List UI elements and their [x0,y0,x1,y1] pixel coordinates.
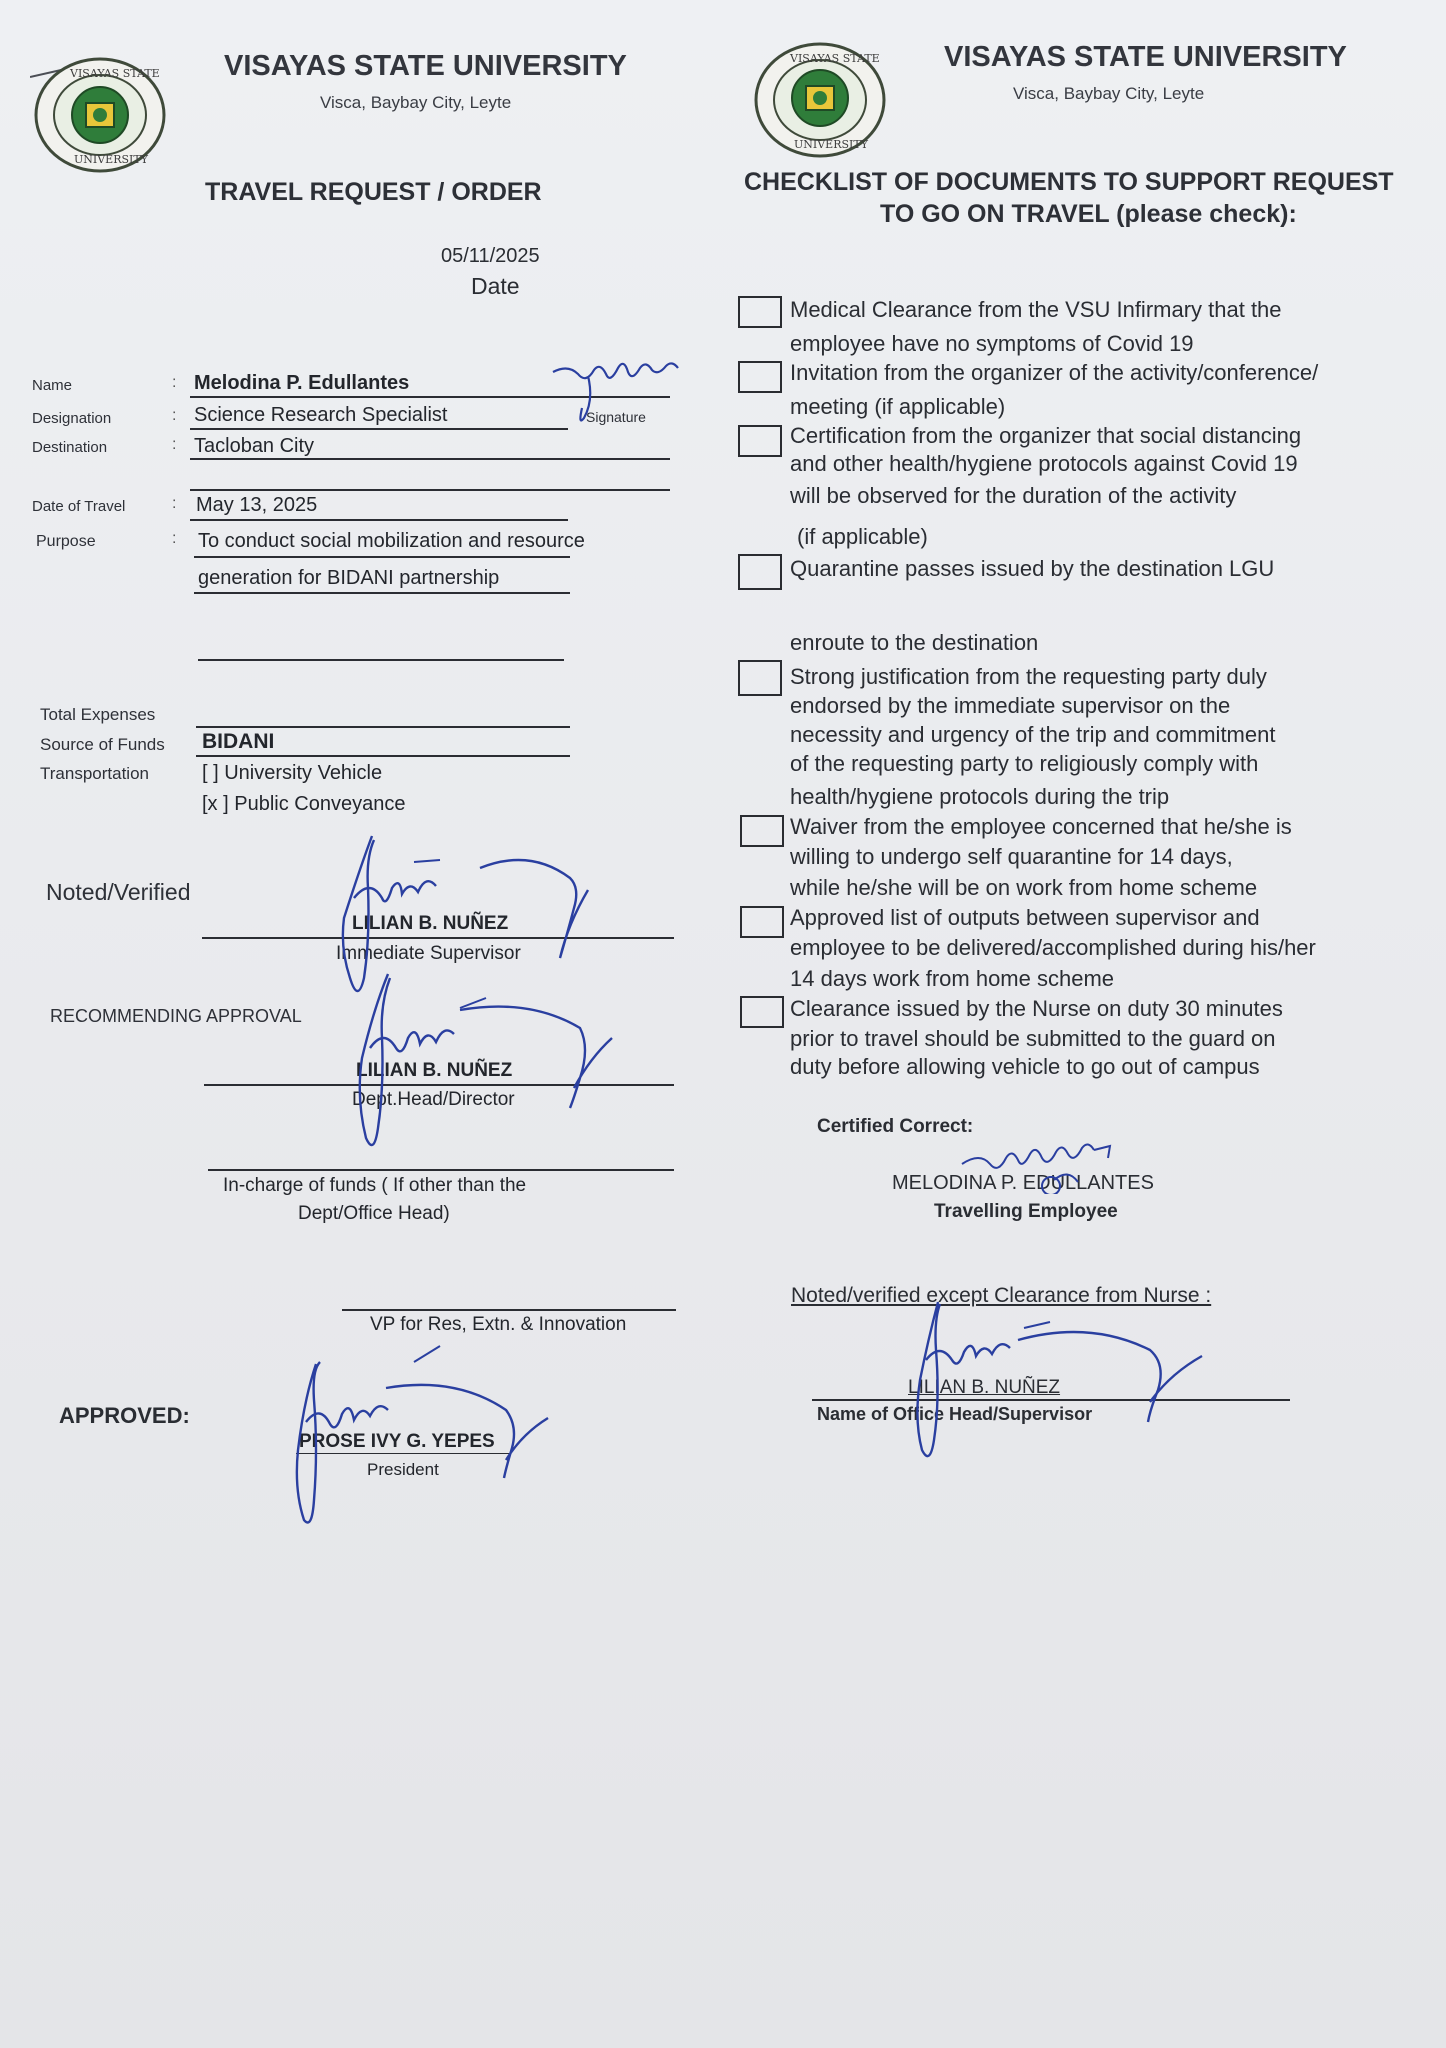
university-name-right: VISAYAS STATE UNIVERSITY [944,41,1347,73]
item-justification-5: health/hygiene protocols during the trip [790,784,1170,809]
date-value: 05/11/2025 [441,245,540,267]
date-of-travel-label: Date of Travel [32,498,126,515]
university-address-left: Visca, Baybay City, Leyte [320,93,512,112]
designation-value: Science Research Specialist [194,404,448,426]
signature-label: Signature [586,409,646,425]
checkbox-strong-justification[interactable] [738,660,782,696]
svg-text:VISAYAS STATE: VISAYAS STATE [790,52,880,65]
vsu-seal-right [752,40,888,160]
source-of-funds-value: BIDANI [202,730,275,753]
item-certification-2: and other health/hygiene protocols against Covid 19 [790,451,1298,476]
name-value: Melodina P. Edullantes [194,372,410,394]
item-outputs-3: 14 days work from home scheme [790,966,1115,991]
certified-name: MELODINA P. EDULLANTES [892,1172,1154,1194]
item-justification-4: of the requesting party to religiously comply with [790,751,1259,776]
purpose-label: Purpose [36,533,96,550]
item-medical-clearance-2: employee have no symptoms of Covid 19 [790,331,1194,356]
item-outputs-1: Approved list of outputs between supervisor and [790,905,1260,930]
svg-text:UNIVERSITY: UNIVERSITY [74,153,148,166]
item-invitation-1: Invitation from the organizer of the activity/conference/ [790,360,1319,385]
transportation-label: Transportation [40,764,149,783]
checkbox-nurse-clearance[interactable] [740,996,784,1028]
destination-value: Tacloban City [194,435,315,457]
office-head-signature [900,1290,1210,1470]
checklist-title-line1: CHECKLIST OF DOCUMENTS TO SUPPORT REQUEST [744,168,1394,196]
recommending-name: LILIAN B. NUÑEZ [356,1060,513,1081]
date-of-travel-value: May 13, 2025 [196,494,318,516]
noted-verified-label: Noted/Verified [46,879,191,905]
item-medical-clearance-1: Medical Clearance from the VSU Infirmary that the [790,297,1282,322]
svg-text:UNIVERSITY: UNIVERSITY [794,138,868,151]
total-expenses-label: Total Expenses [40,705,156,724]
checkbox-certification[interactable] [738,425,782,457]
checkbox-invitation[interactable] [738,361,782,393]
incharge-funds-line2: Dept/Office Head) [298,1203,450,1224]
vsu-seal-left [30,55,168,175]
checkbox-medical-clearance[interactable] [738,296,782,328]
item-certification-1: Certification from the organizer that social distancing [790,423,1302,448]
travel-request-page: VISAYAS STATE UNIVERSITY VISAYAS STATE UNIVERSITY Visca, Baybay City, Leyte TRAVEL REQUEST / ORDER 05/11/2025 Date Name : Melodina P. Edullantes Signature Designation : Science Research Specialist Destination : Tacloban City Date of Travel : May 13, 2025 Purpose : To conduct social mobilization and resource generation for BIDANI partnership Total Expenses Source of Funds BIDANI Transportation [ ] University Vehicle [x ] Public Conveyance Noted/Verified LILIAN B. NUÑEZ Immediate Supervisor RECOMMENDING APPROVAL LILIAN B. NUÑEZ Dept.Head/Director In-charge of funds ( If other than the Dept/Office Head) VP for Res, Extn. & Innovation APPROVED: PROSE IVY G. YEPES President VISAYAS STATE UNIVERSITY VISAYAS STATE UNIVERSITY Visca, Baybay City, Leyte CHECKLIST OF DOCUMENTS TO SUPPORT REQUEST TO GO ON TRAVEL (please check): Medical Clearance from the VSU Infirmary that the employee have no symptoms of Covid 19 Invitation from the organizer of the activity/conference/ meeting (if applicable) Certification from the organizer that social distancing and other health/hygiene protocols against Covid 19 will be observed for the duration of the activity (if applicable) Quarantine passes issued by the destination LGU enroute to the destination Strong justification from the requesting party duly endorsed by the immediate supervisor on the necessity and urgency of the trip and commitment of the requesting party to religiously comply with health/hygiene protocols during the trip Waiver from the employee concerned that he/she is willing to undergo self quarantine for 14 days, while he/she will be on work from home scheme Approved list of outputs between supervisor and employee to be delivered/accomplished during his/her 14 days work from home scheme Clearance issued by the Nurse on duty 30 minutes prior to travel should be submitted to the guard on duty before allowing vehicle to go out of campus Certified Correct: MELODINA P. EDULLANTES Travelling Employee Noted/verified except Clearance from Nurse : LILIAN B. NUÑEZ Name of Office Head/Supervisor [0,0,1446,2048]
president-signature [286,1340,556,1530]
purpose-line1: To conduct social mobilization and resource [198,530,585,552]
item-nurse-2: prior to travel should be submitted to the guard on [790,1026,1276,1051]
item-invitation-2: meeting (if applicable) [790,394,1006,419]
item-outputs-2: employee to be delivered/accomplished during his/her [790,935,1316,960]
item-quarantine-2: enroute to the destination [790,630,1039,655]
checklist-title-line2: TO GO ON TRAVEL (please check): [880,200,1297,228]
item-waiver-1: Waiver from the employee concerned that he/she is [790,814,1292,839]
item-nurse-1: Clearance issued by the Nurse on duty 30 minutes [790,996,1283,1021]
approved-label: APPROVED: [59,1403,190,1428]
name-label: Name [32,377,73,394]
item-justification-2: endorsed by the immediate supervisor on the [790,693,1231,718]
item-nurse-3: duty before allowing vehicle to go out of campus [790,1054,1260,1079]
certified-title: Travelling Employee [934,1201,1118,1222]
date-label: Date [471,273,520,299]
approved-title: President [367,1460,439,1479]
svg-text:VISAYAS STATE: VISAYAS STATE [70,67,160,80]
supervisor-signature-2 [340,968,630,1158]
incharge-funds-line1: In-charge of funds ( If other than the [223,1175,527,1196]
office-head-name: LILIAN B. NUÑEZ [908,1377,1061,1398]
item-certification-4: (if applicable) [797,524,928,549]
employee-signature-top [548,360,688,430]
item-waiver-2: willing to undergo self quarantine for 14 days, [790,844,1233,869]
approved-name: PROSE IVY G. YEPES [299,1431,495,1452]
item-waiver-3: while he/she will be on work from home scheme [790,875,1258,900]
noted-name: LILIAN B. NUÑEZ [352,913,509,934]
noted-title: Immediate Supervisor [336,943,521,964]
destination-label: Destination [32,439,108,456]
designation-label: Designation [32,410,112,427]
transport-university-vehicle: [ ] University Vehicle [202,762,383,784]
vp-title: VP for Res, Extn. & Innovation [370,1314,627,1335]
certified-correct-label: Certified Correct: [817,1116,974,1137]
noted-except-label: Noted/verified except Clearance from Nurse : [791,1284,1212,1307]
recommending-approval-label: RECOMMENDING APPROVAL [50,1006,302,1026]
purpose-line2: generation for BIDANI partnership [198,567,500,589]
transport-public-conveyance: [x ] Public Conveyance [202,793,406,815]
checkbox-approved-outputs[interactable] [740,906,784,938]
employee-signature-certified [954,1134,1124,1194]
office-head-title: Name of Office Head/Supervisor [817,1404,1093,1424]
university-address-right: Visca, Baybay City, Leyte [1013,84,1205,103]
recommending-title: Dept.Head/Director [352,1089,515,1110]
item-justification-3: necessity and urgency of the trip and commitment [790,722,1276,747]
university-name-left: VISAYAS STATE UNIVERSITY [224,50,627,82]
item-justification-1: Strong justification from the requesting party duly [790,664,1267,689]
item-quarantine-1: Quarantine passes issued by the destination LGU [790,556,1275,581]
checkbox-quarantine-passes[interactable] [738,554,782,590]
item-certification-3: will be observed for the duration of the activity [790,483,1237,508]
form-title: TRAVEL REQUEST / ORDER [205,178,542,206]
checkbox-waiver[interactable] [740,815,784,847]
source-of-funds-label: Source of Funds [40,735,165,754]
